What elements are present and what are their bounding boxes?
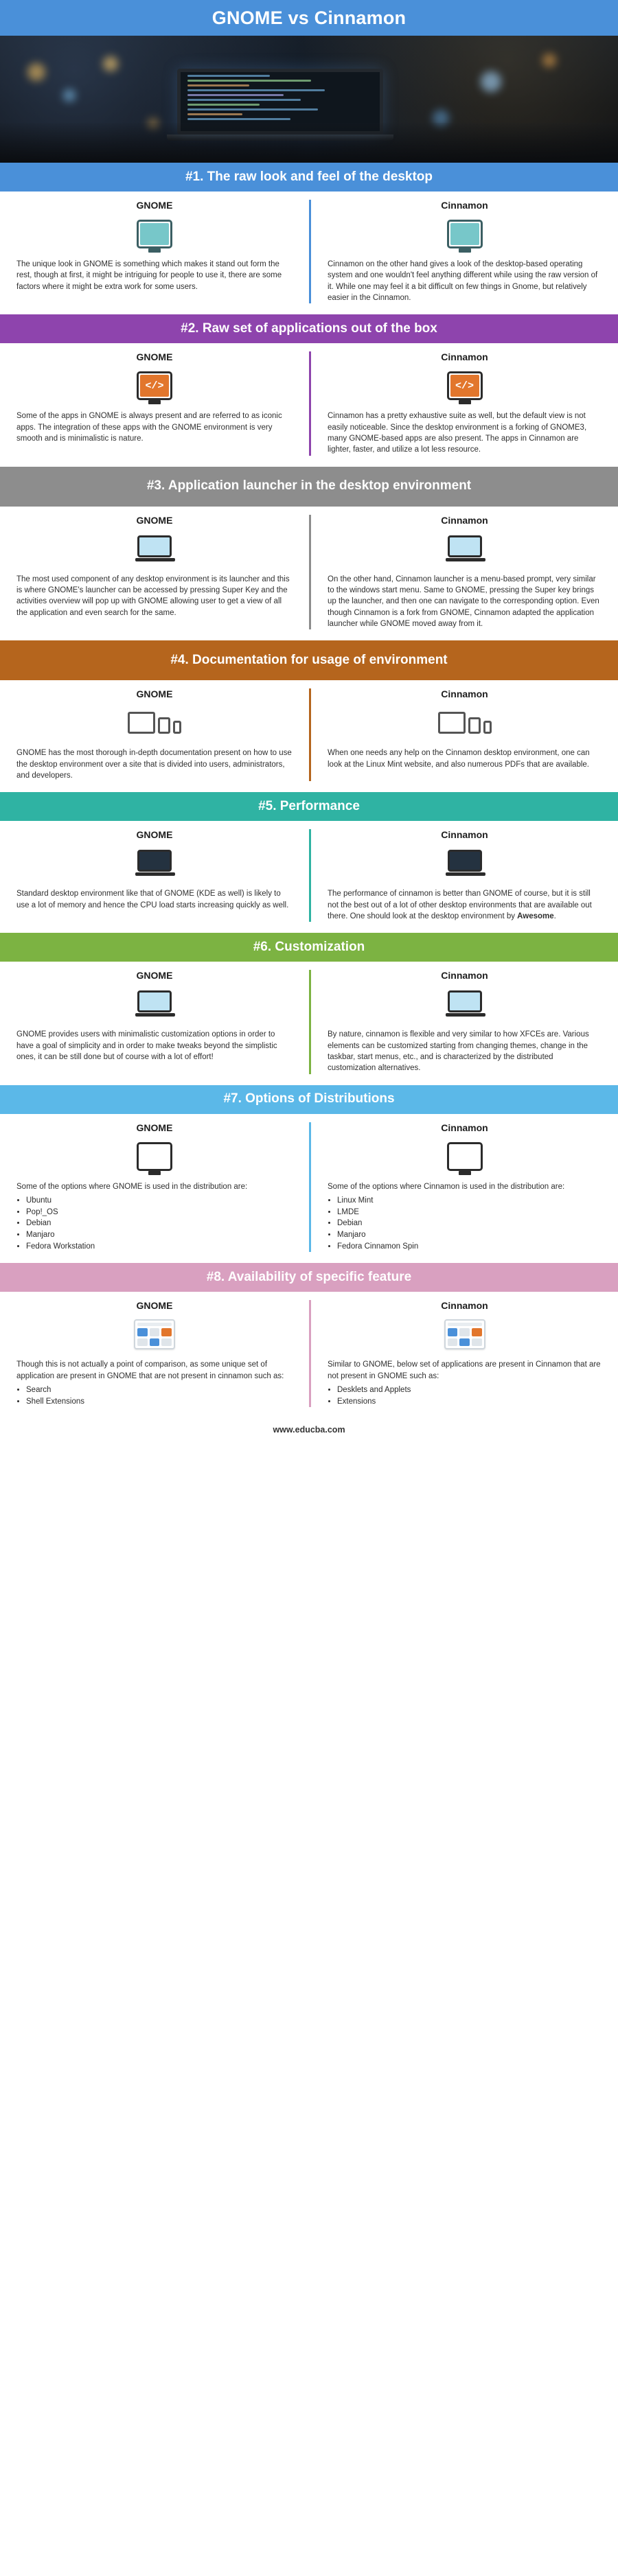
column-text: Some of the options where GNOME is used in the distribution are: (16, 1182, 248, 1191)
section-title-1: #1. The raw look and feel of the desktop (185, 169, 433, 184)
column-title: GNOME (136, 970, 173, 982)
list-item: • Manjaro (337, 1229, 608, 1241)
section-body-5 (0, 821, 618, 933)
column-cinnamon-3 (309, 515, 618, 630)
column-text: GNOME has the most thorough in-depth documentation present on how to use the desktop environment over a site that is divided into users, administrators, and developers. (16, 749, 292, 780)
column-title: Cinnamon (441, 970, 488, 982)
laptop-icon (321, 985, 608, 1023)
column-cinnamon-2 (309, 351, 618, 455)
column-text: Cinnamon on the other hand gives a look of the desktop-based operating system and one wouldn't feel anything different while using the raw version of it. While one may feel it a bit difficult on few things in Gnome, but relatively easier in the Cinnamon. (328, 260, 598, 302)
list-item: • Debian (337, 1218, 608, 1229)
section-body-1 (0, 192, 618, 314)
monitor-code-icon: </> (10, 367, 299, 405)
column-title: GNOME (136, 351, 173, 363)
bokeh-light (481, 71, 501, 92)
feature-list-cinnamon (337, 1384, 608, 1407)
section-band-6 (0, 933, 618, 962)
page-title: GNOME vs Cinnamon (211, 7, 407, 28)
list-item: • Extensions (337, 1396, 608, 1408)
column-title: Cinnamon (441, 1122, 488, 1133)
section-body-3 (0, 507, 618, 641)
column-text: Standard desktop environment like that of GNOME (KDE as well) is likely to use a lot of memory and hence the CPU load starts increasing quickly as well. (16, 890, 289, 909)
list-item: • Shell Extensions (26, 1396, 299, 1408)
column-title: GNOME (136, 1122, 173, 1133)
column-title: GNOME (136, 514, 173, 526)
feature-list-gnome (26, 1384, 299, 1407)
column-text: By nature, cinnamon is flexible and very similar to how XFCEs are. Various elements can be customized starting from changing themes, change in the taskbar, start menus, etc., and is characterized by the distributed customization alternatives. (328, 1030, 589, 1073)
section-title-3: #3. Application launcher in the desktop environment (146, 478, 472, 494)
column-cinnamon-1 (309, 200, 618, 303)
column-text: Similar to GNOME, below set of applications are present in Cinnamon that are not present in GNOME such as: (328, 1360, 601, 1380)
column-text-emphasis: Awesome (517, 912, 554, 920)
column-text-tail: . (553, 912, 556, 920)
list-item: • Desklets and Applets (337, 1384, 608, 1396)
column-title: GNOME (136, 200, 173, 211)
monitor-icon (10, 1137, 299, 1176)
laptop-icon (10, 985, 299, 1023)
section-body-2 (0, 343, 618, 466)
section-band-8 (0, 1263, 618, 1292)
column-gnome-8 (0, 1300, 309, 1407)
column-title: Cinnamon (441, 514, 488, 526)
section-band-7 (0, 1085, 618, 1114)
column-text: GNOME provides users with minimalistic customization options in order to have a goal of simplicity and in order to make tweaks beyond the simplistic ones, it can be still done but of course with a lot of effort! (16, 1030, 277, 1061)
column-gnome-2 (0, 351, 309, 455)
section-band-5 (0, 792, 618, 821)
list-item: • Fedora Cinnamon Spin (337, 1241, 608, 1253)
list-item: • Manjaro (26, 1229, 299, 1241)
monitor-code-icon: </> (321, 367, 608, 405)
devices-icon (10, 704, 299, 742)
section-body-8 (0, 1292, 618, 1418)
column-text: On the other hand, Cinnamon launcher is a menu-based prompt, very similar to the windows start menu. Same to GNOME, pressing the Super key brings up the launcher, and then one can navigate to the corresponding option. Even though Cinnamon is a fork from GNOME, Cinnamon adapted the application launcher while GNOME moved away from it. (328, 575, 599, 628)
section-body-7 (0, 1114, 618, 1264)
column-gnome-1 (0, 200, 309, 303)
column-text: Though this is not actually a point of comparison, as some unique set of application are present in GNOME that are not present in cinnamon such as: (16, 1360, 284, 1380)
column-cinnamon-4 (309, 688, 618, 781)
column-gnome-5 (0, 829, 309, 922)
column-text: The unique look in GNOME is something which makes it stand out form the rest, though at first, it might be intriguing for people to use it, there are some factors where it might be extra work for some users. (16, 260, 282, 291)
laptop-icon (321, 530, 608, 568)
section-band-1 (0, 163, 618, 192)
column-cinnamon-6 (309, 970, 618, 1074)
section-title-5: #5. Performance (258, 799, 360, 814)
list-item: • Pop!_OS (26, 1207, 299, 1218)
section-band-2 (0, 314, 618, 343)
column-text (321, 888, 608, 922)
section-body-4 (0, 680, 618, 792)
hero-image (0, 36, 618, 163)
bokeh-light (63, 89, 76, 102)
column-cinnamon-7 (309, 1122, 618, 1253)
monitor-icon (321, 1137, 608, 1176)
browser-window-icon (10, 1315, 299, 1354)
section-title-4: #4. Documentation for usage of environment (170, 653, 448, 668)
column-title: Cinnamon (441, 200, 488, 211)
laptop-dark-icon (10, 844, 299, 883)
bokeh-light (103, 56, 118, 71)
column-title: GNOME (136, 688, 173, 700)
devices-icon (321, 704, 608, 742)
column-text: Cinnamon has a pretty exhaustive suite as well, but the default view is not easily noticeable. Since the desktop environment is a forking of GNOME3, many GNOME-based apps are also present. The apps in Cinnamon are lighter, faster, and utilize a lot less resource. (328, 412, 587, 454)
section-title-2: #2. Raw set of applications out of the box (181, 321, 437, 336)
column-text-main: The performance of cinnamon is better than GNOME of course, but it is still not the best out of a lot of other desktop environments that are available out there. One should look at the desktop environment by (328, 890, 592, 920)
list-item: • Linux Mint (337, 1195, 608, 1207)
section-band-3 (0, 467, 618, 507)
column-gnome-3 (0, 515, 309, 630)
list-item: • Debian (26, 1218, 299, 1229)
distribution-list-gnome (26, 1195, 299, 1252)
column-gnome-6 (0, 970, 309, 1074)
column-title: Cinnamon (441, 829, 488, 841)
column-gnome-4 (0, 688, 309, 781)
column-title: Cinnamon (441, 351, 488, 363)
column-title: GNOME (136, 1300, 173, 1312)
column-title: GNOME (136, 829, 173, 841)
column-text: When one needs any help on the Cinnamon desktop environment, one can look at the Linux Mint website, and also numerous PDFs that are available. (328, 749, 590, 769)
monitor-teal-icon (321, 215, 608, 253)
column-gnome-7 (0, 1122, 309, 1253)
column-title: Cinnamon (441, 688, 488, 700)
section-title-7: #7. Options of Distributions (223, 1091, 395, 1106)
laptop-icon (10, 530, 299, 568)
list-item: • LMDE (337, 1207, 608, 1218)
list-item: • Ubuntu (26, 1195, 299, 1207)
column-text: The most used component of any desktop environment is its launcher and this is where GNOME's launcher can be accessed by pressing Super Key and the activities overview will pop up with GNOME allowing user to get a view of all the application and even search for the same. (16, 575, 290, 617)
column-text: Some of the apps in GNOME is always present and are referred to as iconic apps. The integration of these apps with the GNOME environment is very smooth and is minimalistic is nature. (16, 412, 282, 443)
bokeh-light (542, 54, 556, 67)
list-item: • Search (26, 1384, 299, 1396)
section-title-6: #6. Customization (253, 940, 365, 955)
distribution-list-cinnamon (337, 1195, 608, 1252)
column-cinnamon-8 (309, 1300, 618, 1407)
section-title-8: #8. Availability of specific feature (206, 1270, 412, 1285)
footer-url: www.educba.com (273, 1425, 345, 1435)
monitor-teal-icon (10, 215, 299, 253)
footer-credit (0, 1418, 618, 1441)
hero-foreground (0, 123, 618, 163)
page-title-bar (0, 0, 618, 36)
list-item: • Fedora Workstation (26, 1241, 299, 1253)
bokeh-light (27, 63, 45, 81)
section-band-4 (0, 640, 618, 680)
browser-window-icon (321, 1315, 608, 1354)
column-text: Some of the options where Cinnamon is used in the distribution are: (328, 1182, 565, 1191)
column-title: Cinnamon (441, 1300, 488, 1312)
laptop-dark-icon (321, 844, 608, 883)
column-cinnamon-5 (309, 829, 618, 922)
section-body-6 (0, 962, 618, 1084)
